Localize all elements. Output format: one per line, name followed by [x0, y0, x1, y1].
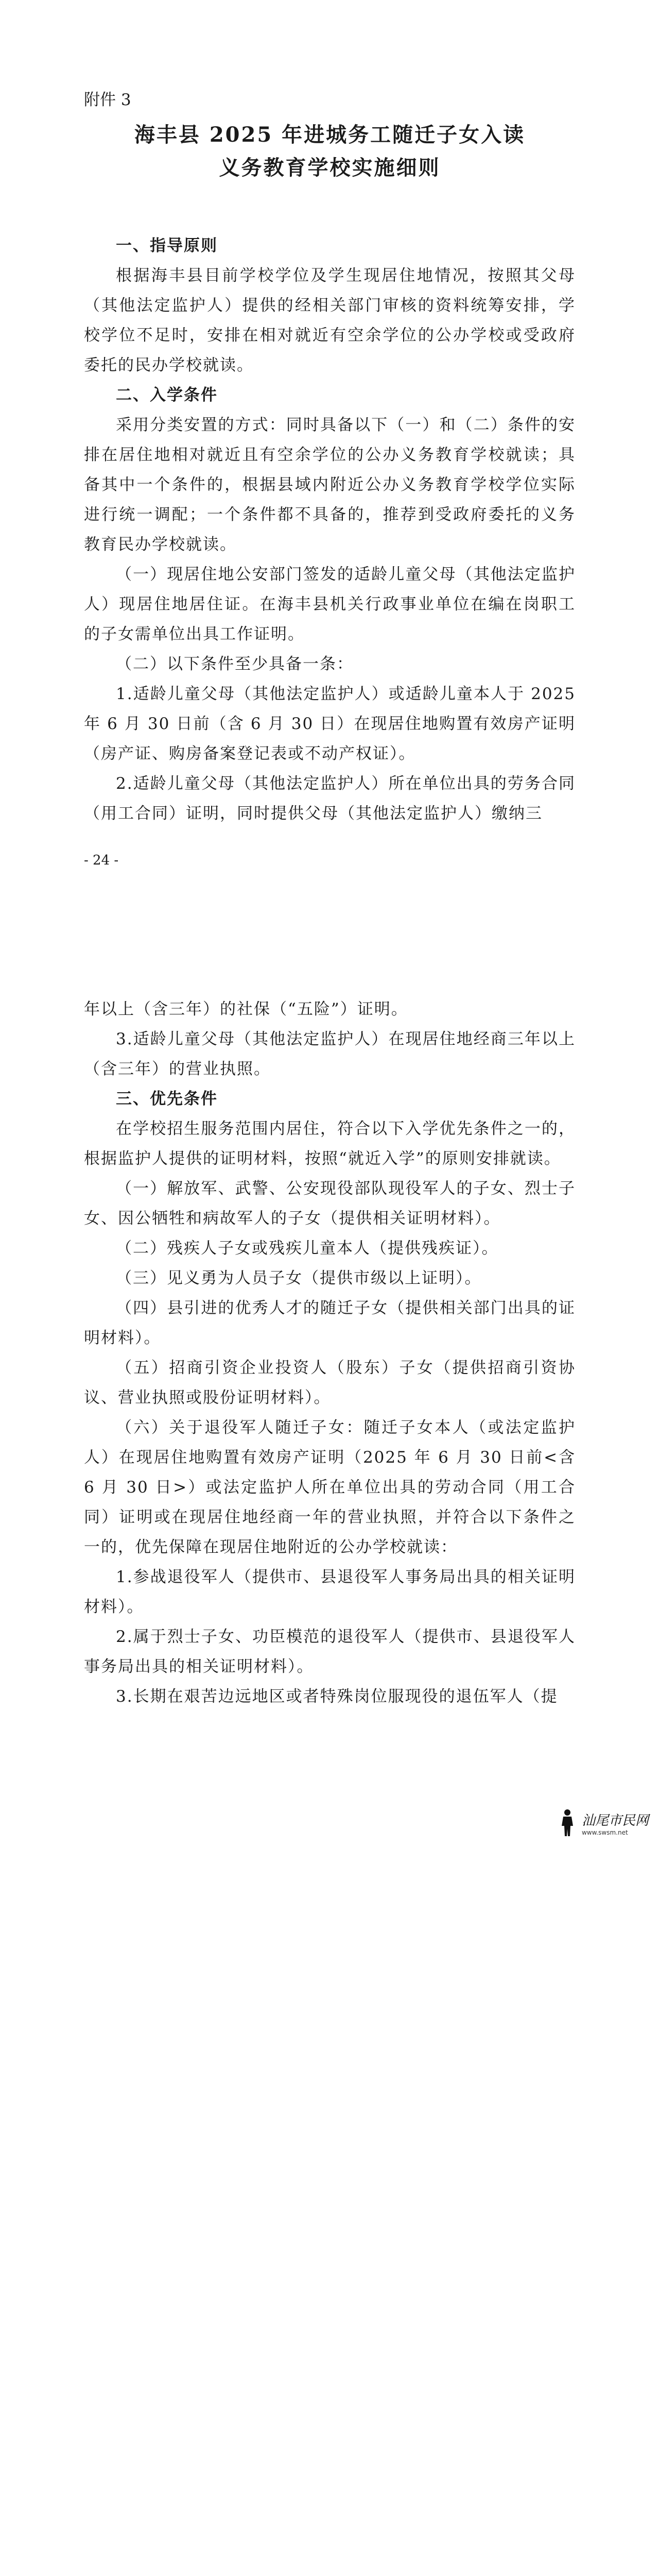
priority-2: （二）残疾人子女或残疾儿童本人（提供残疾证）。 [116, 1239, 499, 1258]
section-heading-guiding-principles: 一、指导原则 [116, 236, 218, 255]
veteran-item-3: 3.长期在艰苦边远地区或者特殊岗位服现役的退伍军人（提 [116, 1687, 558, 1706]
watermark-url: www.swsm.net [581, 1828, 628, 1836]
condition-1: （一）现居住地公安部门签发的适龄儿童父母（其他法定监护人）现居住地居住证。在海丰县机关行政事业单位在编在岗职工的子女需单位出具工作证明。 [84, 565, 576, 643]
page-number-24: - 24 - [84, 853, 119, 868]
continuation-line: 年以上（含三年）的社保（“五险”）证明。 [84, 1000, 408, 1019]
title-line-1: 海丰县 2025 年进城务工随迁子女入读 [134, 123, 526, 147]
veteran-item-1: 1.参战退役军人（提供市、县退役军人事务局出具的相关证明材料）。 [84, 1568, 576, 1616]
condition-2-item-3: 3.适龄儿童父母（其他法定监护人）在现居住地经商三年以上（含三年）的营业执照。 [84, 1030, 576, 1078]
document-page-25 [0, 896, 659, 1842]
veteran-item-2: 2.属于烈士子女、功臣模范的退役军人（提供市、县退役军人事务局出具的相关证明材料）。 [84, 1628, 576, 1676]
title-line-2: 义务教育学校实施细则 [219, 156, 441, 180]
priority-4: （四）县引进的优秀人才的随迁子女（提供相关部门出具的证明材料）。 [84, 1299, 576, 1347]
attachment-label: 附件 3 [84, 91, 131, 109]
site-watermark [557, 1808, 649, 1837]
priority-5: （五）招商引资企业投资人（股东）子女（提供招商引资协议、营业执照或股份证明材料）。 [84, 1359, 576, 1407]
section-heading-priority-conditions: 三、优先条件 [116, 1090, 218, 1108]
priority-6: （六）关于退役军人随迁子女：随迁子女本人（或法定监护人）在现居住地购置有效房产证明（2025 年 6 月 30 日前<含 6 月 30 日>）或法定监护人所在单位出具的劳动合同（用工合同）证明或在现居住地经商一年的营业执照，并符合以下条件之一的，优先保障在现居住地附近的公办学校就读： [84, 1418, 576, 1556]
document-title [84, 118, 576, 184]
condition-2-item-2: 2.适龄儿童父母（其他法定监护人）所在单位出具的劳务合同（用工合同）证明，同时提供父母（其他法定监护人）缴纳三 [84, 774, 576, 823]
person-silhouette-icon [557, 1808, 578, 1837]
paragraph-admission-conditions: 采用分类安置的方式：同时具备以下（一）和（二）条件的安排在居住地相对就近且有空余学位的公办义务教育学校就读；具备其中一个条件的，根据县域内附近公办义务教育学校学位实际进行统一调配；一个条件都不具备的，推荐到受政府委托的义务教育民办学校就读。 [84, 416, 576, 554]
condition-2: （二）以下条件至少具备一条： [116, 655, 354, 673]
priority-1: （一）解放军、武警、公安现役部队现役军人的子女、烈士子女、因公牺牲和病故军人的子女（提供相关证明材料）。 [84, 1179, 576, 1228]
paragraph-guiding-principles: 根据海丰县目前学校学位及学生现居住地情况，按照其父母（其他法定监护人）提供的经相关部门审核的资料统筹安排，学校学位不足时，安排在相对就近有空余学位的公办学校或受政府委托的民办学校就读。 [84, 266, 576, 375]
condition-2-item-1: 1.适龄儿童父母（其他法定监护人）或适龄儿童本人于 2025 年 6 月 30 日前（含 6 月 30 日）在现居住地购置有效房产证明（房产证、购房备案登记表或不动产权证）。 [84, 685, 576, 763]
page-24-body [84, 231, 576, 828]
paragraph-priority-conditions: 在学校招生服务范围内居住，符合以下入学优先条件之一的，根据监护人提供的证明材料，按照“就近入学”的原则安排就读。 [84, 1120, 576, 1168]
document-page-24 [0, 0, 659, 896]
page-25-body [84, 994, 576, 1711]
watermark-site-name: 汕尾市民网 [581, 1812, 649, 1828]
priority-3: （三）见义勇为人员子女（提供市级以上证明）。 [116, 1269, 482, 1287]
section-heading-admission-conditions: 二、入学条件 [116, 386, 218, 404]
